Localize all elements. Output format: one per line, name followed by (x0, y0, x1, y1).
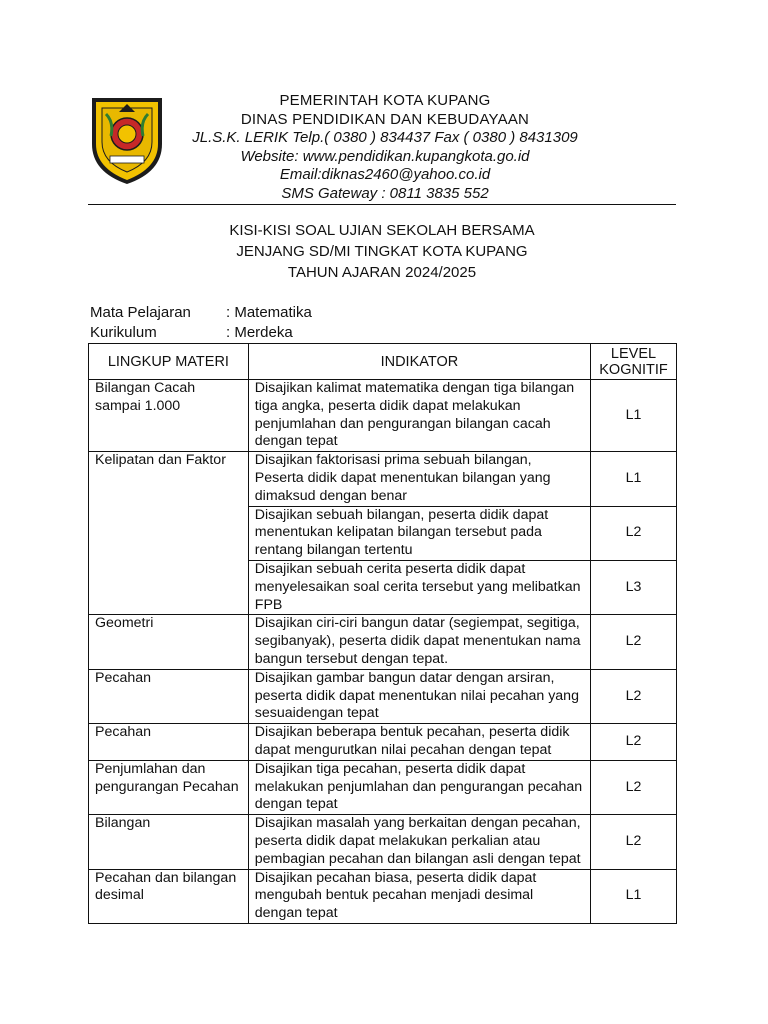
cell-indikator: Disajikan ciri-ciri bangun datar (segiempat, segitiga, segibanyak), peserta didik dapat menentukan nama bangun tersebut dengan tepat. (248, 615, 590, 669)
table-row (89, 380, 677, 452)
title-line-3: TAHUN AJARAN 2024/2025 (287, 264, 477, 281)
header-level-kognitif: LEVEL KOGNITIF (591, 344, 677, 380)
table-row (89, 669, 677, 723)
cell-level: L2 (591, 815, 677, 869)
document-title (88, 220, 676, 283)
table-row (89, 615, 677, 669)
table-row (89, 452, 677, 506)
cell-level: L1 (591, 452, 677, 506)
header-indikator: INDIKATOR (248, 344, 590, 380)
cell-level: L2 (591, 506, 677, 560)
title-line-1: KISI-KISI SOAL UJIAN SEKOLAH BERSAMA (229, 222, 535, 239)
cell-materi: Bilangan (89, 815, 249, 869)
cell-level: L2 (591, 669, 677, 723)
header-lingkup-materi: LINGKUP MATERI (89, 344, 249, 380)
cell-indikator: Disajikan gambar bangun datar dengan arsiran, peserta didik dapat menentukan nilai pecahan yang sesuaidengan tepat (248, 669, 590, 723)
table-header-row (89, 344, 677, 380)
curriculum-label: Kurikulum (90, 324, 157, 341)
department-name: DINAS PENDIDIKAN DAN KEBUDAYAAN (240, 110, 530, 128)
cell-materi: Bilangan Cacah sampai 1.000 (89, 380, 249, 452)
table-row (89, 724, 677, 761)
cell-level: L3 (591, 560, 677, 614)
website-line: Website: www.pendidikan.kupangkota.go.id (240, 147, 530, 165)
cell-indikator: Disajikan kalimat matematika dengan tiga bilangan tiga angka, peserta didik dapat melakukan penjumlahan dan pengurangan bilangan cacah dengan tepat (248, 380, 590, 452)
subject-value: : Matematika (226, 304, 312, 321)
table-row (89, 815, 677, 869)
cell-indikator: Disajikan masalah yang berkaitan dengan pecahan, peserta didik dapat melakukan perkalian atau pembagian pecahan dan bilangan asli dengan tepat (248, 815, 590, 869)
cell-materi: Geometri (89, 615, 249, 669)
cell-level: L2 (591, 615, 677, 669)
meta-curriculum-row (90, 323, 312, 343)
cell-indikator: Disajikan faktorisasi prima sebuah bilangan, Peserta didik dapat menentukan bilangan yang dimaksud dengan benar (248, 452, 590, 506)
letterhead (160, 92, 610, 203)
cell-level: L1 (591, 380, 677, 452)
meta-subject-row (90, 303, 312, 323)
document-meta (90, 303, 312, 343)
address-line: JL.S.K. LERIK Telp.( 0380 ) 834437 Fax ( 0380 ) 8431309 (192, 129, 578, 146)
curriculum-value: : Merdeka (226, 324, 293, 341)
cell-materi: Penjumlahan dan pengurangan Pecahan (89, 760, 249, 814)
cell-materi: Kelipatan dan Faktor (89, 452, 249, 615)
cell-indikator: Disajikan tiga pecahan, peserta didik dapat melakukan penjumlahan dan pengurangan pecahan dengan tepat (248, 760, 590, 814)
kupang-city-emblem-icon (84, 92, 170, 186)
cell-materi: Pecahan (89, 669, 249, 723)
cell-indikator: Disajikan pecahan biasa, peserta didik dapat mengubah bentuk pecahan menjadi desimal dengan tepat (248, 869, 590, 923)
cell-indikator: Disajikan sebuah cerita peserta didik dapat menyelesaikan soal cerita tersebut yang melibatkan FPB (248, 560, 590, 614)
cell-materi: Pecahan (89, 724, 249, 761)
title-line-2: JENJANG SD/MI TINGKAT KOTA KUPANG (236, 243, 528, 260)
table-row (89, 760, 677, 814)
cell-level: L2 (591, 724, 677, 761)
sms-gateway-line: SMS Gateway : 0811 3835 552 (281, 184, 489, 202)
cell-indikator: Disajikan beberapa bentuk pecahan, peserta didik dapat mengurutkan nilai pecahan dengan tepat (248, 724, 590, 761)
cell-indikator: Disajikan sebuah bilangan, peserta didik dapat menentukan kelipatan bilangan tersebut pada rentang bilangan tertentu (248, 506, 590, 560)
cell-level: L1 (591, 869, 677, 923)
kisi-kisi-table (88, 343, 677, 924)
email-line: Email:diknas2460@yahoo.co.id (279, 166, 491, 183)
table-row (89, 869, 677, 923)
letterhead-divider (88, 204, 676, 205)
subject-label: Mata Pelajaran (90, 304, 191, 321)
government-name: PEMERINTAH KOTA KUPANG (279, 92, 491, 109)
cell-level: L2 (591, 760, 677, 814)
cell-materi: Pecahan dan bilangan desimal (89, 869, 249, 923)
